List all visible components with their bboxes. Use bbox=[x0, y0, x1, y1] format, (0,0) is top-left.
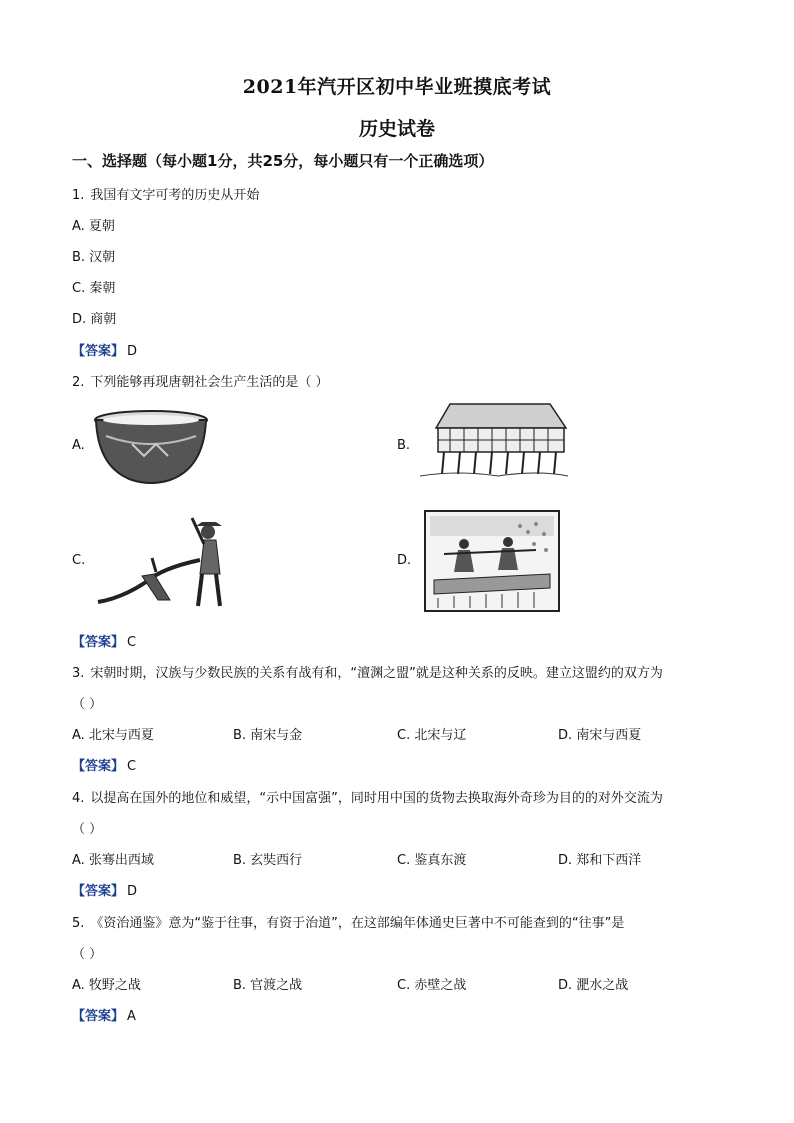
question-2-option-b-label: B. bbox=[397, 438, 411, 453]
question-5-option-b: B. 官渡之战 bbox=[233, 978, 303, 993]
question-4-option-a: A. 张骞出西域 bbox=[72, 853, 154, 868]
woodcut-print-image bbox=[424, 510, 560, 612]
question-5-option-d: D. 淝水之战 bbox=[558, 978, 629, 993]
question-1-option-c: C. 秦朝 bbox=[72, 281, 116, 296]
answer-tag: 【答案】 bbox=[72, 344, 125, 359]
question-number: 3. bbox=[72, 666, 85, 681]
question-4-answer bbox=[72, 880, 137, 899]
question-number: 5. bbox=[72, 916, 85, 931]
answer-tag: 【答案】 bbox=[72, 884, 125, 899]
section-heading: 一、选择题（每小题1分，共25分，每小题只有一个正确选项） bbox=[72, 152, 494, 170]
question-3-option-a: A. 北宋与西夏 bbox=[72, 728, 154, 743]
question-3-option-c: C. 北宋与辽 bbox=[397, 728, 467, 743]
question-3-option-b: B. 南宋与金 bbox=[233, 728, 303, 743]
plowing-farmer-image bbox=[92, 512, 242, 610]
answer-tag: 【答案】 bbox=[72, 1009, 125, 1024]
answer-value: C bbox=[127, 759, 137, 774]
answer-tag: 【答案】 bbox=[72, 635, 125, 650]
question-1-option-d: D. 商朝 bbox=[72, 312, 117, 327]
question-2-option-d-label: D. bbox=[397, 553, 412, 568]
answer-value: A bbox=[127, 1009, 136, 1024]
question-number: 2. bbox=[72, 375, 85, 390]
exam-title: 2021年汽开区初中毕业班摸底考试 bbox=[242, 76, 552, 98]
question-4-option-d: D. 郑和下西洋 bbox=[558, 853, 642, 868]
answer-value: C bbox=[127, 635, 137, 650]
question-4-option-b: B. 玄奘西行 bbox=[233, 853, 303, 868]
question-text: 下列能够再现唐朝社会生产生活的是（ ） bbox=[90, 375, 329, 390]
question-5-option-c: C. 赤壁之战 bbox=[397, 978, 467, 993]
question-3-answer bbox=[72, 755, 136, 774]
question-2-option-a-label: A. bbox=[72, 438, 85, 453]
question-2-option-c-label: C. bbox=[72, 553, 86, 568]
question-1-option-a: A. 夏朝 bbox=[72, 219, 115, 234]
question-5-stem bbox=[72, 912, 624, 931]
answer-value: D bbox=[127, 344, 138, 359]
question-2-answer bbox=[72, 631, 136, 650]
question-number: 4. bbox=[72, 791, 85, 806]
question-5-answer bbox=[72, 1005, 136, 1024]
question-1-stem bbox=[72, 184, 259, 203]
question-4-paren: （ ） bbox=[72, 822, 103, 837]
question-3-paren: （ ） bbox=[72, 697, 103, 712]
question-1-answer bbox=[72, 340, 137, 359]
question-4-option-c: C. 鉴真东渡 bbox=[397, 853, 467, 868]
question-text: 宋朝时期，汉族与少数民族的关系有战有和，“澶渊之盟”就是这种关系的反映。建立这盟约的双方为 bbox=[90, 666, 663, 681]
question-text: 以提高在国外的地位和威望，“示中国富强”，同时用中国的货物去换取海外奇珍为目的的对外交流为 bbox=[90, 791, 663, 806]
question-text: 我国有文字可考的历史从开始 bbox=[90, 188, 260, 203]
answer-value: D bbox=[127, 884, 138, 899]
question-5-option-a: A. 牧野之战 bbox=[72, 978, 141, 993]
question-3-option-d: D. 南宋与西夏 bbox=[558, 728, 642, 743]
question-5-paren: （ ） bbox=[72, 947, 103, 962]
stilt-house-image bbox=[418, 400, 568, 478]
answer-tag: 【答案】 bbox=[72, 759, 125, 774]
question-text: 《资治通鉴》意为“鉴于往事，有资于治道”，在这部编年体通史巨著中不可能查到的“往事”是 bbox=[90, 916, 625, 931]
exam-subtitle: 历史试卷 bbox=[358, 118, 435, 140]
question-4-stem bbox=[72, 787, 663, 806]
question-number: 1. bbox=[72, 188, 85, 203]
question-2-stem bbox=[72, 371, 329, 390]
question-1-option-b: B. 汉朝 bbox=[72, 250, 116, 265]
question-3-stem bbox=[72, 662, 663, 681]
pottery-basin-image bbox=[92, 408, 210, 488]
